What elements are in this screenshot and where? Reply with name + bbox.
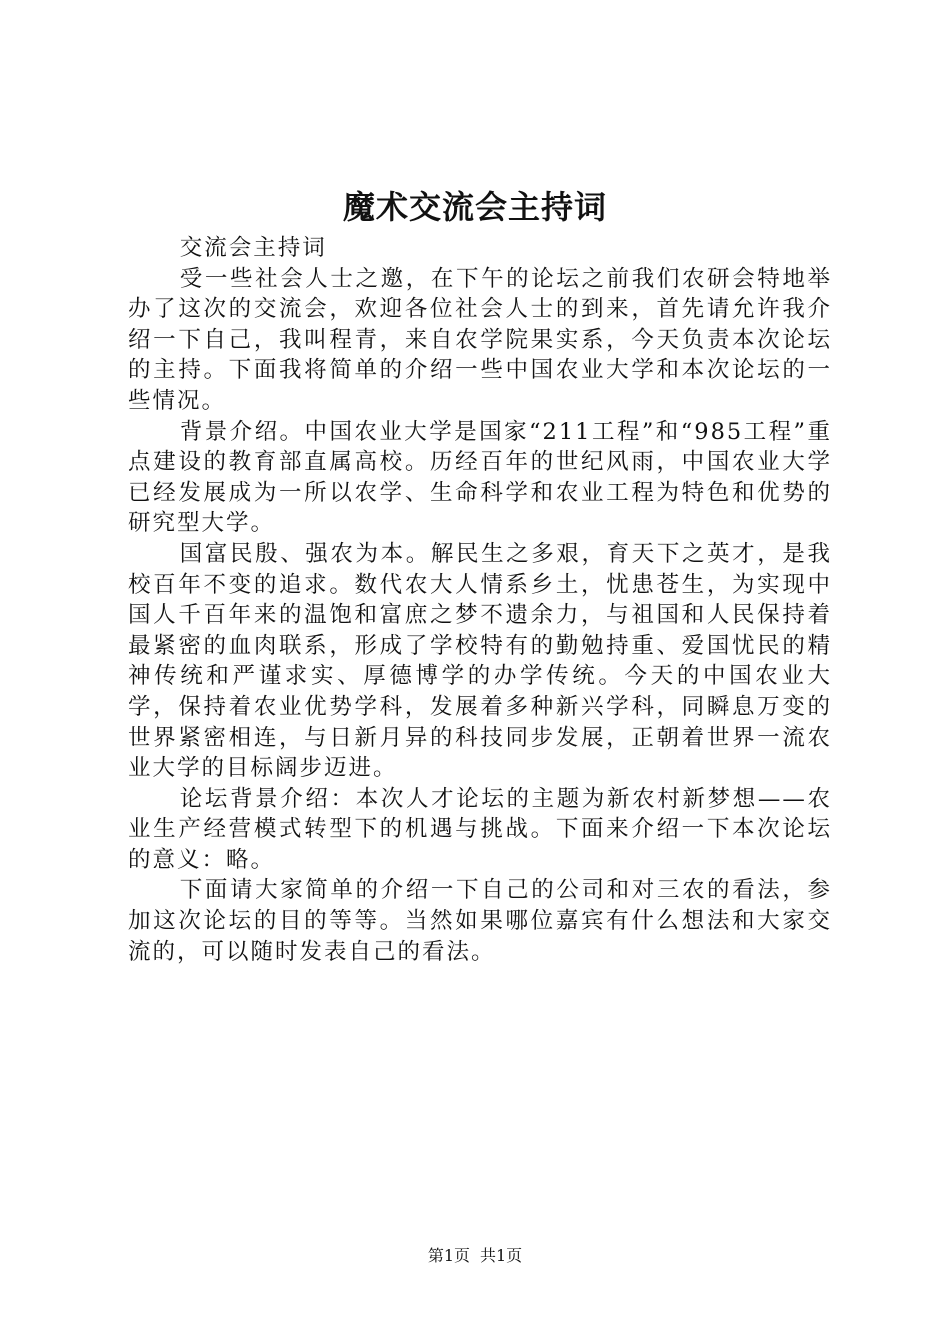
paragraph-school-tradition: 国富民殷、强农为本。解民生之多艰，育天下之英才，是我校百年不变的追求。数代农大人情系乡土，忧患苍生，为实现中国人千百年来的温饱和富庶之梦不遗余力，与祖国和人民保持着最紧密的血肉联系，形成了学校特有的勤勉持重、爱国忧民的精神传统和严谨求实、厚德博学的办学传统。今天的中国农业大学，保持着农业优势学科，发展着多种新兴学科，同瞬息万变的世界紧密相连，与日新月异的科技同步发展，正朝着世界一流农业大学的目标阔步迈进。 [128,540,832,782]
page-total: 共1页 [480,1246,523,1265]
document-title: 魔术交流会主持词 [342,188,607,226]
paragraph-closing: 下面请大家简单的介绍一下自己的公司和对三农的看法，参加这次论坛的目的等等。当然如果哪位嘉宾有什么想法和大家交流的，可以随时发表自己的看法。 [128,877,832,965]
page-number: 第1页 [427,1246,470,1265]
paragraph-intro: 受一些社会人士之邀，在下午的论坛之前我们农研会特地举办了这次的交流会，欢迎各位社会人士的到来，首先请允许我介绍一下自己，我叫程青，来自农学院果实系，今天负责本次论坛的主持。下面我将简单的介绍一些中国农业大学和本次论坛的一些情况。 [128,265,832,414]
paragraph-subtitle: 交流会主持词 [179,235,327,261]
document-body [128,233,832,967]
paragraph-forum-background: 论坛背景介绍：本次人才论坛的主题为新农村新梦想——农业生产经营模式转型下的机遇与挑战。下面来介绍一下本次论坛的意义：略。 [128,785,832,873]
paragraph-background: 背景介绍。中国农业大学是国家“211工程”和“985工程”重点建设的教育部直属高校。历经百年的世纪风雨，中国农业大学已经发展成为一所以农学、生命科学和农业工程为特色和优势的研究型大学。 [128,418,832,537]
page-footer [0,1244,950,1268]
